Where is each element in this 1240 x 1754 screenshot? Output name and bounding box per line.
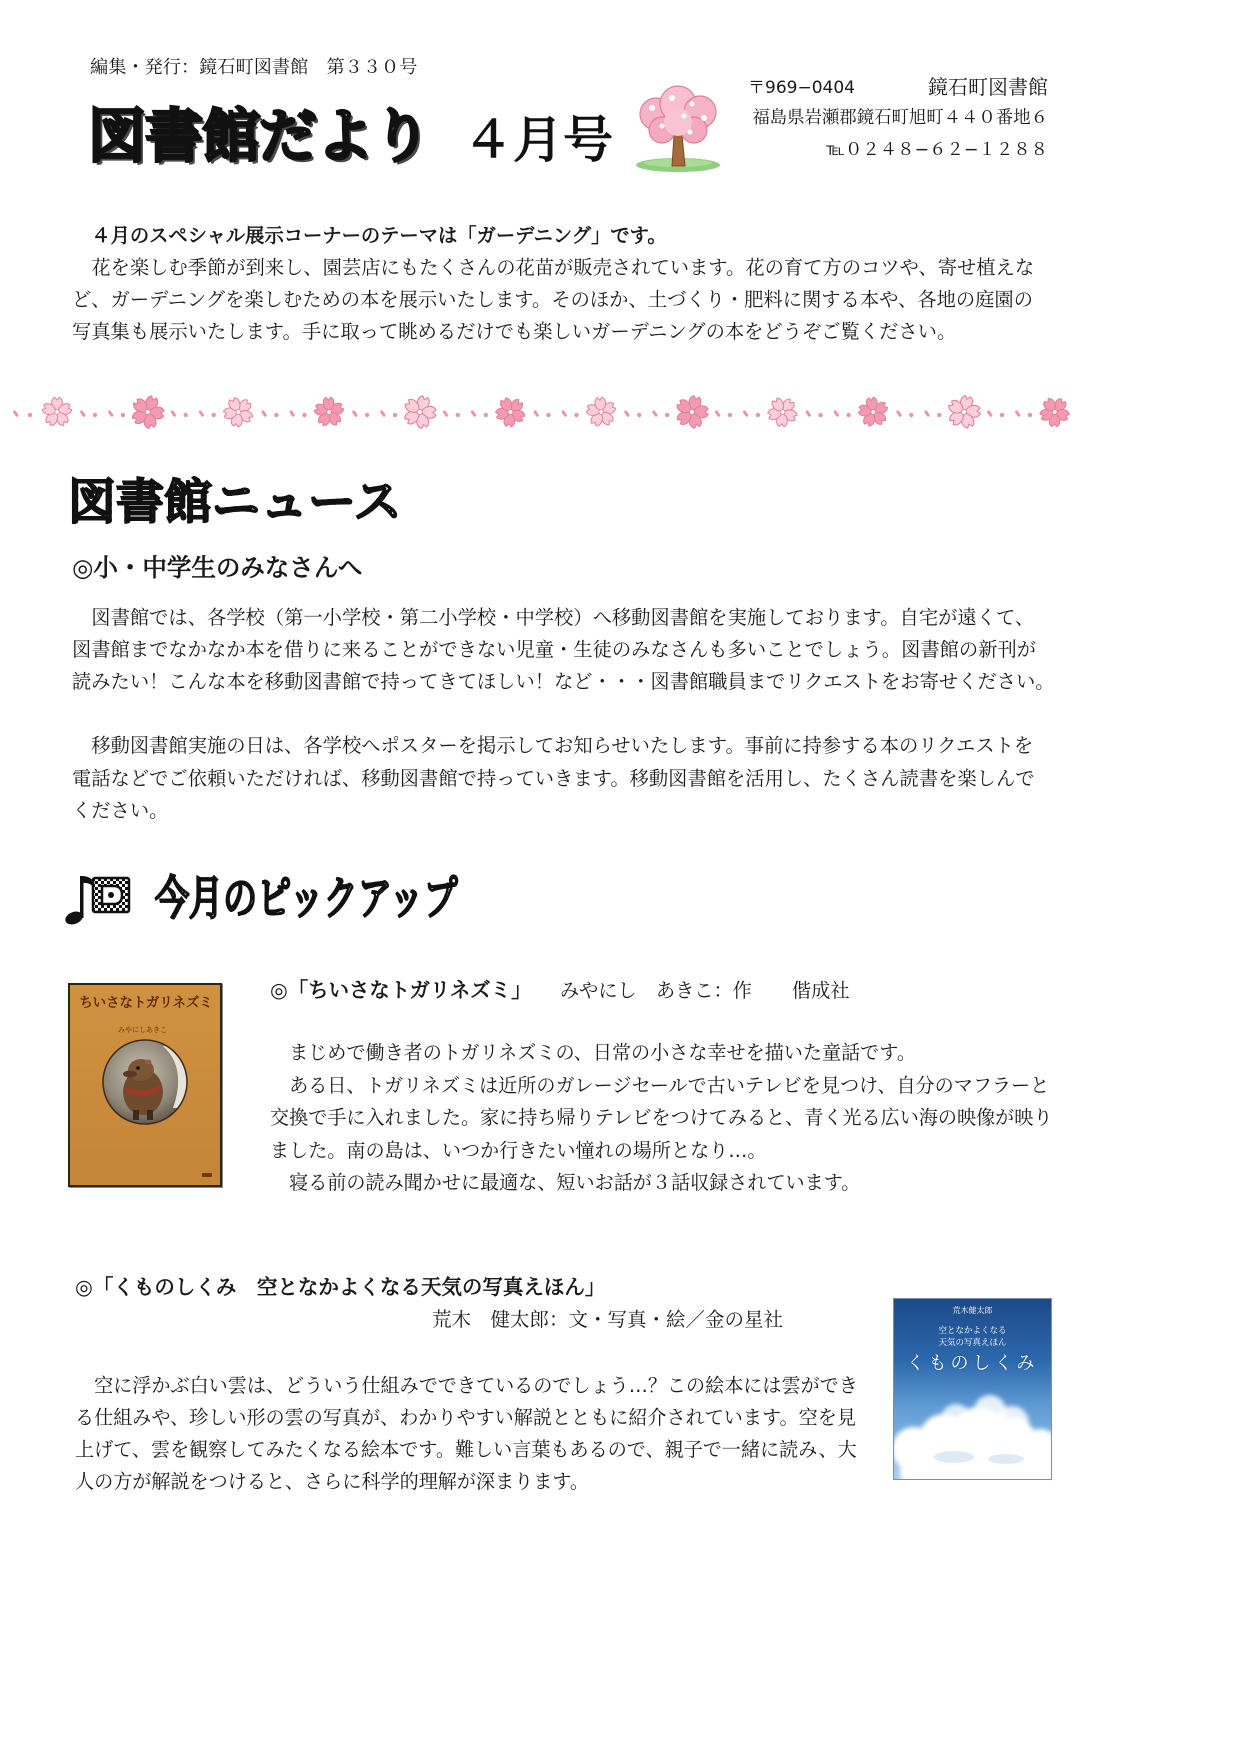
book-cover-kumo-no-shikumi <box>893 1298 1052 1480</box>
divider-dot <box>1028 413 1032 417</box>
library-phone: ℡０２４８−６２−１２８８ <box>826 140 1048 160</box>
book-author: みやにし あきこ：作 <box>560 979 752 1002</box>
book-description-line: 人の方が解説をつけると、さらに科学的理解が深まります。 <box>75 1470 590 1493</box>
divider-dot <box>742 410 748 417</box>
cover-author: 荒木健太郎 <box>952 1306 993 1315</box>
sakura-flower-icon <box>398 391 442 434</box>
divider-dot <box>652 410 658 417</box>
sakura-flower-icon <box>761 391 804 434</box>
intro-line: 花を楽しむ季節が到来し、園芸店にもたくさんの花苗が販売されています。花の育て方のコツや、寄せ植えな <box>91 256 1035 279</box>
divider-dot <box>896 410 902 417</box>
cover-title: くものしくみ <box>906 1353 1039 1374</box>
divider-dot <box>846 413 850 417</box>
divider-dot <box>986 410 992 417</box>
divider-dot <box>1014 410 1020 417</box>
divider-dot <box>637 413 641 417</box>
book-description-line: 空に浮かぶ白い雲は、どういう仕組みでできているのでしょう…？この絵本には雲ができ <box>94 1374 858 1397</box>
divider-dot <box>12 410 18 417</box>
music-note-icon <box>62 866 134 930</box>
book-description-line: 上げて、雲を観察してみたくなる絵本です。難しい言葉もあるので、親子で一緒に読み、大 <box>75 1438 857 1461</box>
cover-photo-shrew <box>101 1038 189 1126</box>
pickup-heading: 今月のピックアップ <box>155 868 458 928</box>
book-cover-chiisana-togarinezumi <box>68 983 222 1187</box>
news-paragraph <box>72 602 1055 698</box>
publisher-line: 編集・発行：鏡石町図書館 第３３０号 <box>90 57 418 78</box>
book-credit: 荒木 健太郎：文・写真・絵／金の星社 <box>432 1308 784 1331</box>
book-description-line: ました。南の島は、いつか行きたい憧れの場所となり…。 <box>270 1138 767 1162</box>
sakura-flower-icon <box>1033 391 1076 434</box>
divider-dot <box>456 413 460 417</box>
sakura-flower-icon <box>489 391 532 434</box>
divider-dot <box>442 410 448 417</box>
divider-dot <box>261 410 267 417</box>
divider-dot <box>728 413 732 417</box>
book-description <box>270 1037 1052 1200</box>
divider-dot <box>289 410 295 417</box>
divider-dot <box>121 413 125 417</box>
divider-dot <box>533 410 539 417</box>
divider-dot <box>924 410 930 417</box>
divider-dot <box>1000 413 1004 417</box>
book-title: ◎「ちいさなトガリネズミ」 <box>270 978 532 1002</box>
news-line: 電話などでご依頼いただければ、移動図書館で持っていきます。移動図書館を活用し、たくさん読書を楽しんで <box>72 766 1035 790</box>
book-title: ◎「くものしくみ 空となかよくなる天気の写真えほん」 <box>75 1275 606 1299</box>
news-heading: 図書館ニュース <box>68 474 402 530</box>
sakura-flower-icon <box>581 392 621 433</box>
newsletter-title: 図書館だより <box>88 102 431 170</box>
news-line: 図書館では、各学校（第一小学校・第二小学校・中学校）へ移動図書館を実施しております。自宅が遠くて、 <box>91 606 1035 629</box>
divider-dot <box>107 410 113 417</box>
divider-dot <box>805 410 811 417</box>
divider-dot <box>484 413 488 417</box>
book-description-line: 寝る前の読み聞かせに最適な、短いお話が３話収録されています。 <box>289 1171 861 1194</box>
book-description-line: まじめで働き者のトガリネズミの、日常の小さな幸せを描いた童話です。 <box>289 1041 916 1064</box>
news-line: ください。 <box>72 799 169 822</box>
book-description-line: ある日、トガリネズミは近所のガレージセールで古いテレビを見つけ、自分のマフラーと <box>289 1073 1050 1097</box>
intro-lead: ４月のスペシャル展示コーナーのテーマは「ガーデニング」です。 <box>91 224 667 247</box>
divider-dot <box>93 413 97 417</box>
sakura-divider <box>0 390 1240 436</box>
divider-dot <box>352 410 358 417</box>
library-name: 鏡石町図書館 <box>928 75 1048 99</box>
sakura-flower-icon <box>853 391 894 432</box>
issue-label: ４月号 <box>463 111 613 169</box>
intro-line: 写真集も展示いたします。手に取って眺めるだけでも楽しいガーデニングの本をどうぞご覧ください。 <box>72 320 957 343</box>
cover-subtitle: 天気の写真えほん <box>938 1338 1007 1348</box>
divider-dot <box>937 413 941 417</box>
divider-dot <box>546 413 550 417</box>
intro-line: ど、ガーデニングを楽しむための本を展示いたします。そのほか、土づくり・肥料に関する本や、各地の庭園の <box>72 288 1033 311</box>
postal-code: 〒969−0404 <box>748 78 855 98</box>
news-line: 図書館までなかなか本を借りに来ることができない児童・生徒のみなさんも多いことでしょう。図書館の新刊が <box>72 638 1037 661</box>
divider-dot <box>624 410 630 417</box>
divider-dot <box>833 410 839 417</box>
divider-dot <box>470 410 476 417</box>
sakura-flower-icon <box>41 397 72 427</box>
book-description <box>75 1370 858 1498</box>
news-subheading: ◎小・中学生のみなさんへ <box>72 553 363 582</box>
cover-author: みやにしあきこ <box>118 1026 167 1034</box>
intro-section <box>72 220 1034 348</box>
book-description-line: 交換で手に入れました。家に持ち帰りテレビをつけてみると、青く光る広い海の映像が映り <box>270 1106 1053 1129</box>
library-address: 福島県岩瀬郡鏡石町旭町４４０番地６ <box>752 108 1048 128</box>
news-paragraph <box>72 730 1035 828</box>
divider-dot <box>365 413 369 417</box>
cover-subtitle: 空となかよくなる <box>938 1326 1007 1336</box>
sakura-flower-icon <box>670 391 713 433</box>
sakura-flower-icon <box>309 392 348 432</box>
news-line: 読みたい！こんな本を移動図書館で持ってきてほしい！など・・・図書館職員までリクエストをお寄せください。 <box>72 670 1055 693</box>
divider-dot <box>170 410 176 417</box>
sakura-flower-icon <box>943 392 985 432</box>
divider-dot <box>184 413 188 417</box>
publisher-logo <box>202 1173 212 1177</box>
divider-dot <box>714 410 720 417</box>
divider-dot <box>212 413 216 417</box>
divider-dot <box>574 413 578 417</box>
sakura-flower-icon <box>125 390 170 434</box>
divider-dot <box>79 410 85 417</box>
divider-dot <box>380 410 386 417</box>
news-line: 移動図書館実施の日は、各学校へポスターを掲示してお知らせいたします。事前に持参する本のリクエストを <box>91 734 1034 757</box>
book-publisher: 偕成社 <box>792 979 850 1002</box>
divider-dot <box>198 410 204 417</box>
cover-title: ちいさなトガリネズミ <box>79 996 213 1011</box>
divider-dot <box>561 410 567 417</box>
divider-dot <box>28 413 32 417</box>
divider-dot <box>909 413 913 417</box>
sakura-tree-icon <box>632 82 724 174</box>
divider-dot <box>818 413 822 417</box>
sakura-flower-icon <box>217 391 260 434</box>
book-description-line: る仕組みや、珍しい形の雲の写真が、わかりやすい解説とともに紹介されています。空を見 <box>75 1406 856 1429</box>
divider-dot <box>302 413 306 417</box>
divider-dot <box>665 413 669 417</box>
divider-dot <box>756 413 760 417</box>
divider-dot <box>274 413 278 417</box>
divider-dot <box>393 413 397 417</box>
